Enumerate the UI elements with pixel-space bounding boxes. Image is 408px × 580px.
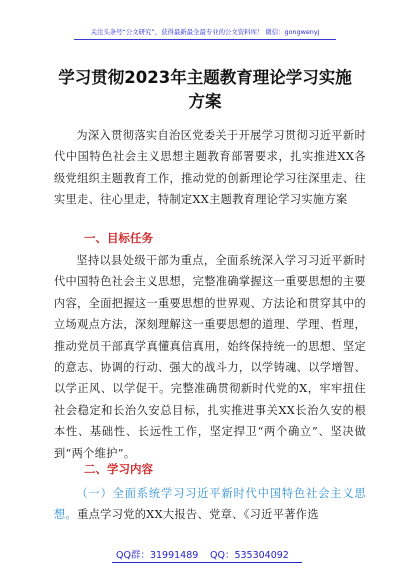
- section-2-heading: 二、学习内容: [84, 462, 153, 476]
- document-title: [40, 66, 370, 114]
- title-line-2: 方案: [188, 92, 222, 111]
- footer-qq[interactable]: QQ：535304092: [210, 550, 289, 561]
- title-line-1: 学习贯彻2023年主题教育理论学习实施: [58, 68, 352, 87]
- top-banner[interactable]: 关注头条号“公文研究”，获得最新最全最专业的公文资料库！ 微信：gongwenyj: [74, 27, 336, 40]
- intro-paragraph: 为深入贯彻落实自治区党委关于开展学习贯彻习近平新时代中国特色社会主义思想主题教育部署要求，扎实推进XX各级党组织主题教育工作，推动党的创新理论学习往深里走、往实里走、往心里走，特制定XX主题教育理论学习实施方案: [54, 129, 366, 207]
- section-1-body: 坚持以县处级干部为重点，全面系统深入学习习近平新时代中国特色社会主义思想，完整准确掌握这一重要思想的主要内容，全面把握这一重要思想的世界观、方法论和贯穿其中的立场观点方法，深刻理解这一重要思想的道理、学理、哲理，推动党员干部真学真懂真信真用，始终保持统一的思想、坚定的意志、协调的行动、强大的战斗力，以学铸魂、以学增智、以学正风、以学促干。完整准确贯彻新时代党的X，牢牢扭住社会稳定和长治久安总目标，扎实推进事关XX长治久安的根本性、基础性、长远性工作，坚定捍卫“两个确立”、坚决做到“两个维护”。: [54, 254, 366, 460]
- footer-underline: [112, 562, 302, 563]
- footer: [0, 543, 408, 563]
- section-1-heading: 一、目标任务: [84, 231, 153, 245]
- section-2-body: [54, 483, 366, 526]
- subsection-1-label: （一）全面系统学习习近平新时代中国特色社会主义思想。: [54, 487, 366, 522]
- subsection-1-text: 重点学习党的XX大报告、党章、《习近平著作选: [77, 508, 319, 522]
- footer-qq-group[interactable]: QQ群：31991489: [116, 550, 199, 561]
